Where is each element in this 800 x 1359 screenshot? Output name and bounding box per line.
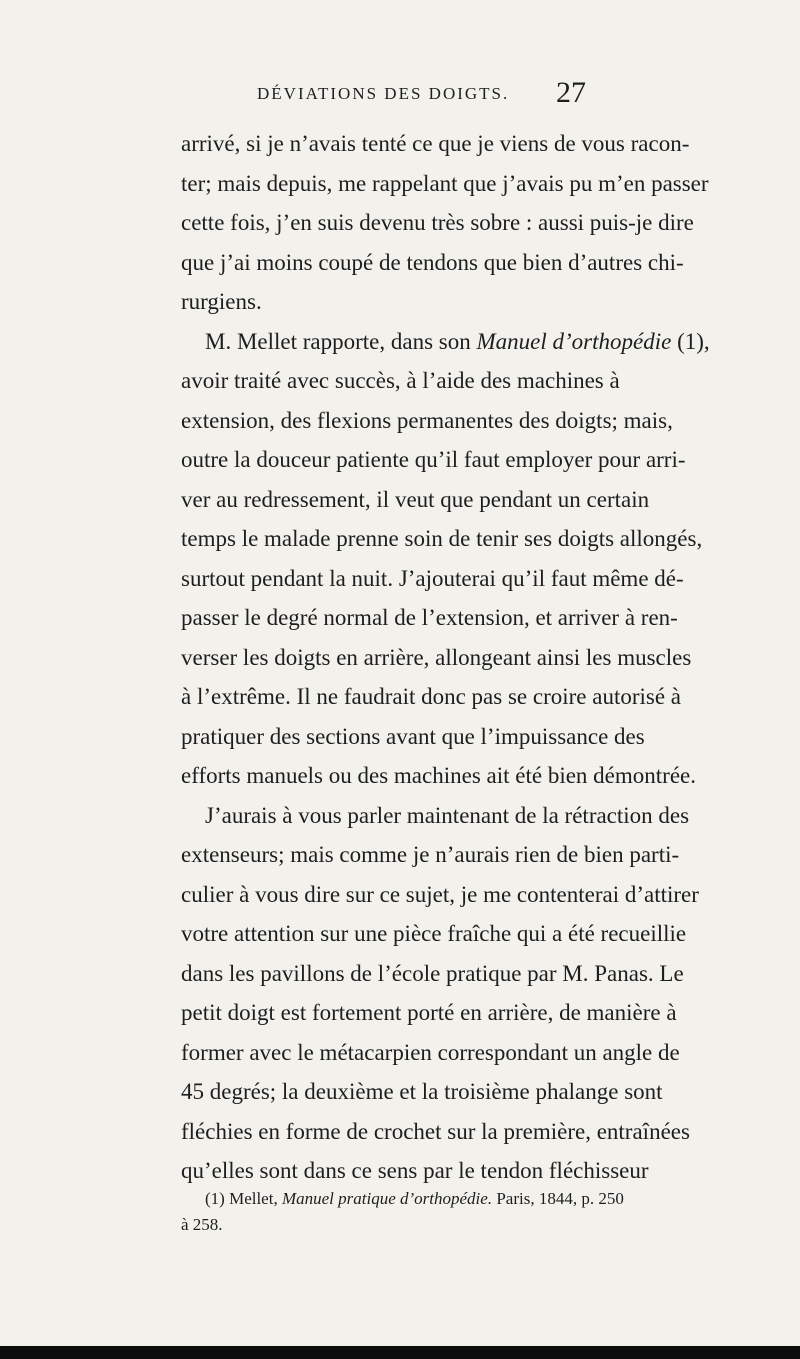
text-line: 45 degrés; la deuxième et la troisième phalange sont (181, 1079, 663, 1104)
text-line: fléchies en forme de crochet sur la première, entraînées (181, 1118, 690, 1144)
text-line: avoir traité avec succès, à l’aide des machines à (181, 368, 620, 393)
text-line: que j’ai moins coupé de tendons que bien d’autres chi- (181, 249, 684, 275)
running-title: DÉVIATIONS DES DOIGTS. (257, 84, 510, 103)
footnote-marker: (1) (205, 1189, 230, 1208)
text-line: extenseurs; mais comme je n’aurais rien de bien parti- (181, 842, 680, 867)
book-title: Manuel d’orthopédie (476, 328, 672, 354)
text-line: J’aurais à vous parler maintenant de la rétraction des (205, 802, 690, 828)
footnotes (181, 1186, 624, 1238)
text-line: ver au redressement, il veut que pendant un certain (181, 486, 650, 512)
text-line: petit doigt est fortement porté en arrière, de manière à (181, 1000, 677, 1025)
footnote (181, 1186, 624, 1212)
text-line: verser les doigts en arrière, allongeant ainsi les muscles (181, 644, 692, 670)
text-line: qu’elles sont dans ce sens par le tendon fléchisseur (181, 1158, 649, 1183)
text-line: temps le malade prenne soin de tenir ses doigts allongés, (181, 526, 703, 551)
text-line: culier à vous dire sur ce sujet, je me contenterai d’attirer (181, 881, 699, 907)
footnote-book-title: Manuel pratique d’orthopédie. (281, 1189, 493, 1208)
page-number: 27 (556, 76, 586, 109)
text-line: arrivé, si je n’avais tenté ce que je viens de vous racon- (181, 131, 690, 156)
text-line: votre attention sur une pièce fraîche qui a été recueillie (181, 921, 687, 946)
body-text (181, 124, 710, 1191)
text-line: efforts manuels ou des machines ait été bien démontrée. (181, 763, 696, 788)
footnote-continuation: à 258. (181, 1215, 223, 1234)
running-head (0, 76, 800, 110)
footnote-citation: Paris, 1844, p. 250 (492, 1189, 624, 1208)
text-line: passer le degré normal de l’extension, et arriver à ren- (181, 605, 678, 630)
text-line: surtout pendant la nuit. J’ajouterai qu’il faut même dé- (181, 565, 684, 591)
text-line: extension, des flexions permanentes des doigts; mais, (181, 407, 673, 433)
text-line: outre la douceur patiente qu’il faut employer pour arri- (181, 447, 686, 472)
text-line: dans les pavillons de l’école pratique par M. Panas. Le (181, 960, 684, 986)
text-line-with-book-title (181, 322, 710, 362)
text-line: cette fois, j’en suis devenu très sobre : aussi puis-je dire (181, 210, 694, 235)
text-line: rurgiens. (181, 289, 262, 314)
scan-edge-bar (0, 1346, 800, 1359)
text-line: à l’extrême. Il ne faudrait donc pas se croire autorisé à (181, 684, 682, 709)
text-fragment: (1), (671, 328, 710, 354)
text-fragment: M. Mellet rapporte, dans son (205, 328, 477, 354)
footnote-author: Mellet, (229, 1189, 282, 1208)
text-line: pratiquer des sections avant que l’impuissance des (181, 723, 645, 749)
text-line: former avec le métacarpien correspondant un angle de (181, 1039, 680, 1065)
text-line: ter; mais depuis, me rappelant que j’avais pu m’en passer (181, 170, 709, 196)
